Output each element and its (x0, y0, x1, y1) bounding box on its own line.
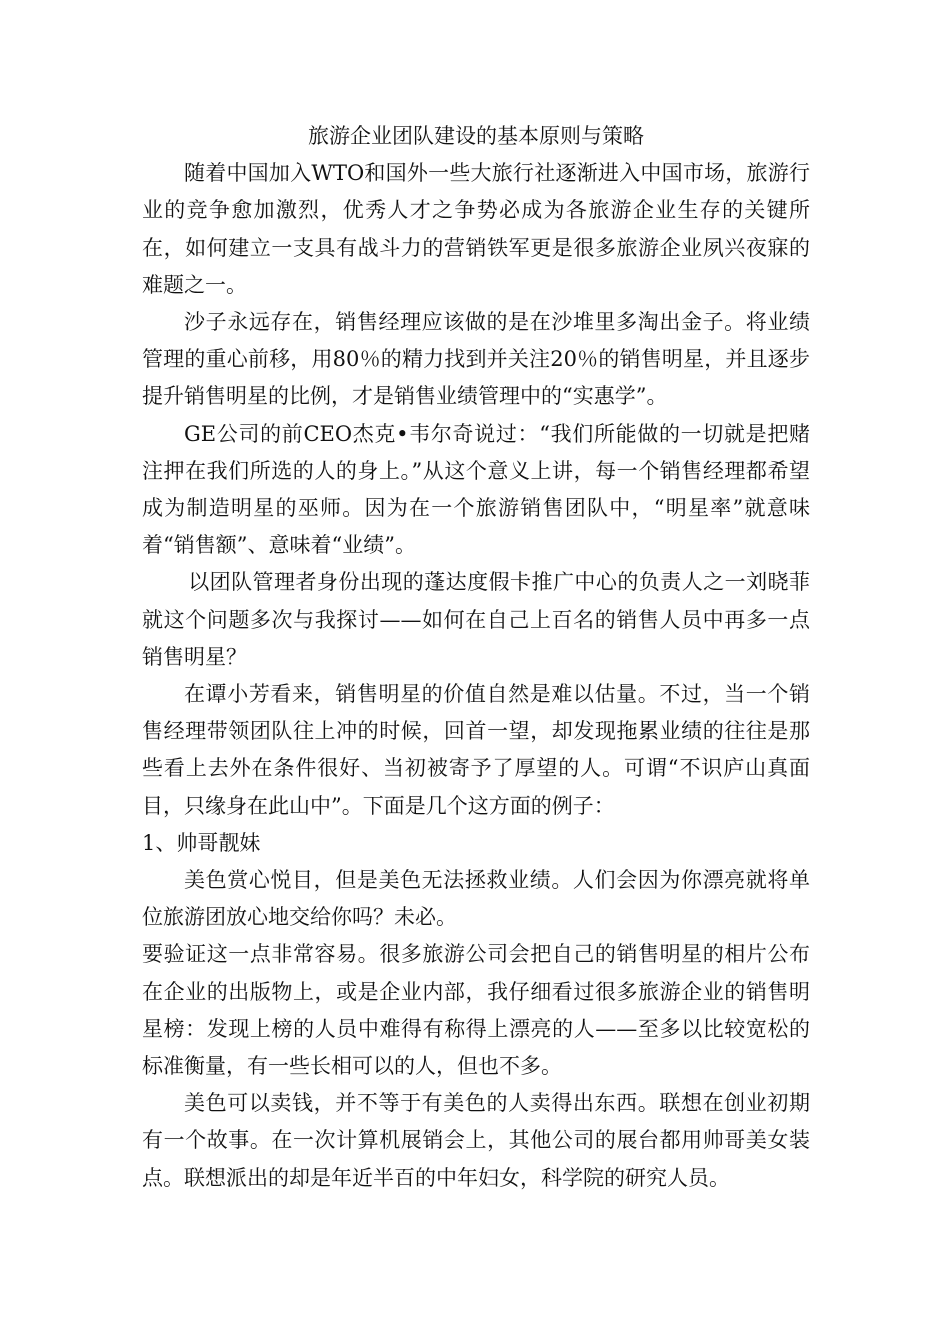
paragraph-verify: 要验证这一点非常容易。很多旅游公司会把自己的销售明星的相片公布在企业的出版物上，或是企业内部，我仔细看过很多旅游企业的销售明星榜：发现上榜的人员中难得有称得上漂亮的人——至多以比较宽松的标准衡量，有一些长相可以的人，但也不多。 (142, 942, 810, 1079)
paragraph-intro: 随着中国加入WTO和国外一些大旅行社逐渐进入中国市场，旅游行业的竞争愈加激烈，优秀人才之争势必成为各旅游企业生存的关键所在，如何建立一支具有战斗力的营销铁军更是很多旅游企业夙兴夜寐的难题之一。 (142, 161, 810, 297)
document-body (142, 118, 810, 1197)
paragraph-star-value: 在谭小芳看来，销售明星的价值自然是难以估量。不过，当一个销售经理带领团队往上冲的时候，回首一望，却发现拖累业绩的往往是那些看上去外在条件很好、当初被寄予了厚望的人。可谓“不识庐山真面目，只缘身在此山中”。下面是几个这方面的例子： (142, 682, 810, 818)
paragraph-team-manager: 以团队管理者身份出现的蓬达度假卡推广中心的负责人之一刘晓菲就这个问题多次与我探讨——如何在自己上百名的销售人员中再多一点销售明星？ (142, 570, 810, 669)
paragraph-sand-gold: 沙子永远存在，销售经理应该做的是在沙堆里多淘出金子。将业绩管理的重心前移，用80％的精力找到并关注20％的销售明星，并且逐步提升销售明星的比例，才是销售业绩管理中的“实惠学”。 (142, 310, 810, 409)
paragraph-ge-quote: GE公司的前CEO杰克•韦尔奇说过：“我们所能做的一切就是把赌注押在我们所选的人的身上。”从这个意义上讲，每一个销售经理都希望成为制造明星的巫师。因为在一个旅游销售团队中，“明星率”就意味着“销售额”、意味着“业绩”。 (142, 421, 810, 558)
section-heading-handsome-pretty: 1、帅哥靓妹 (142, 830, 261, 855)
paragraph-beauty: 美色赏心悦目，但是美色无法拯救业绩。人们会因为你漂亮就将单位旅游团放心地交给你吗？未必。 (142, 868, 810, 930)
paragraph-lenovo-story: 美色可以卖钱，并不等于有美色的人卖得出东西。联想在创业初期有一个故事。在一次计算机展销会上，其他公司的展台都用帅哥美女装点。联想派出的却是年近半百的中年妇女，科学院的研究人员。 (142, 1091, 810, 1190)
document-title: 旅游企业团队建设的基本原则与策略 (308, 124, 644, 148)
